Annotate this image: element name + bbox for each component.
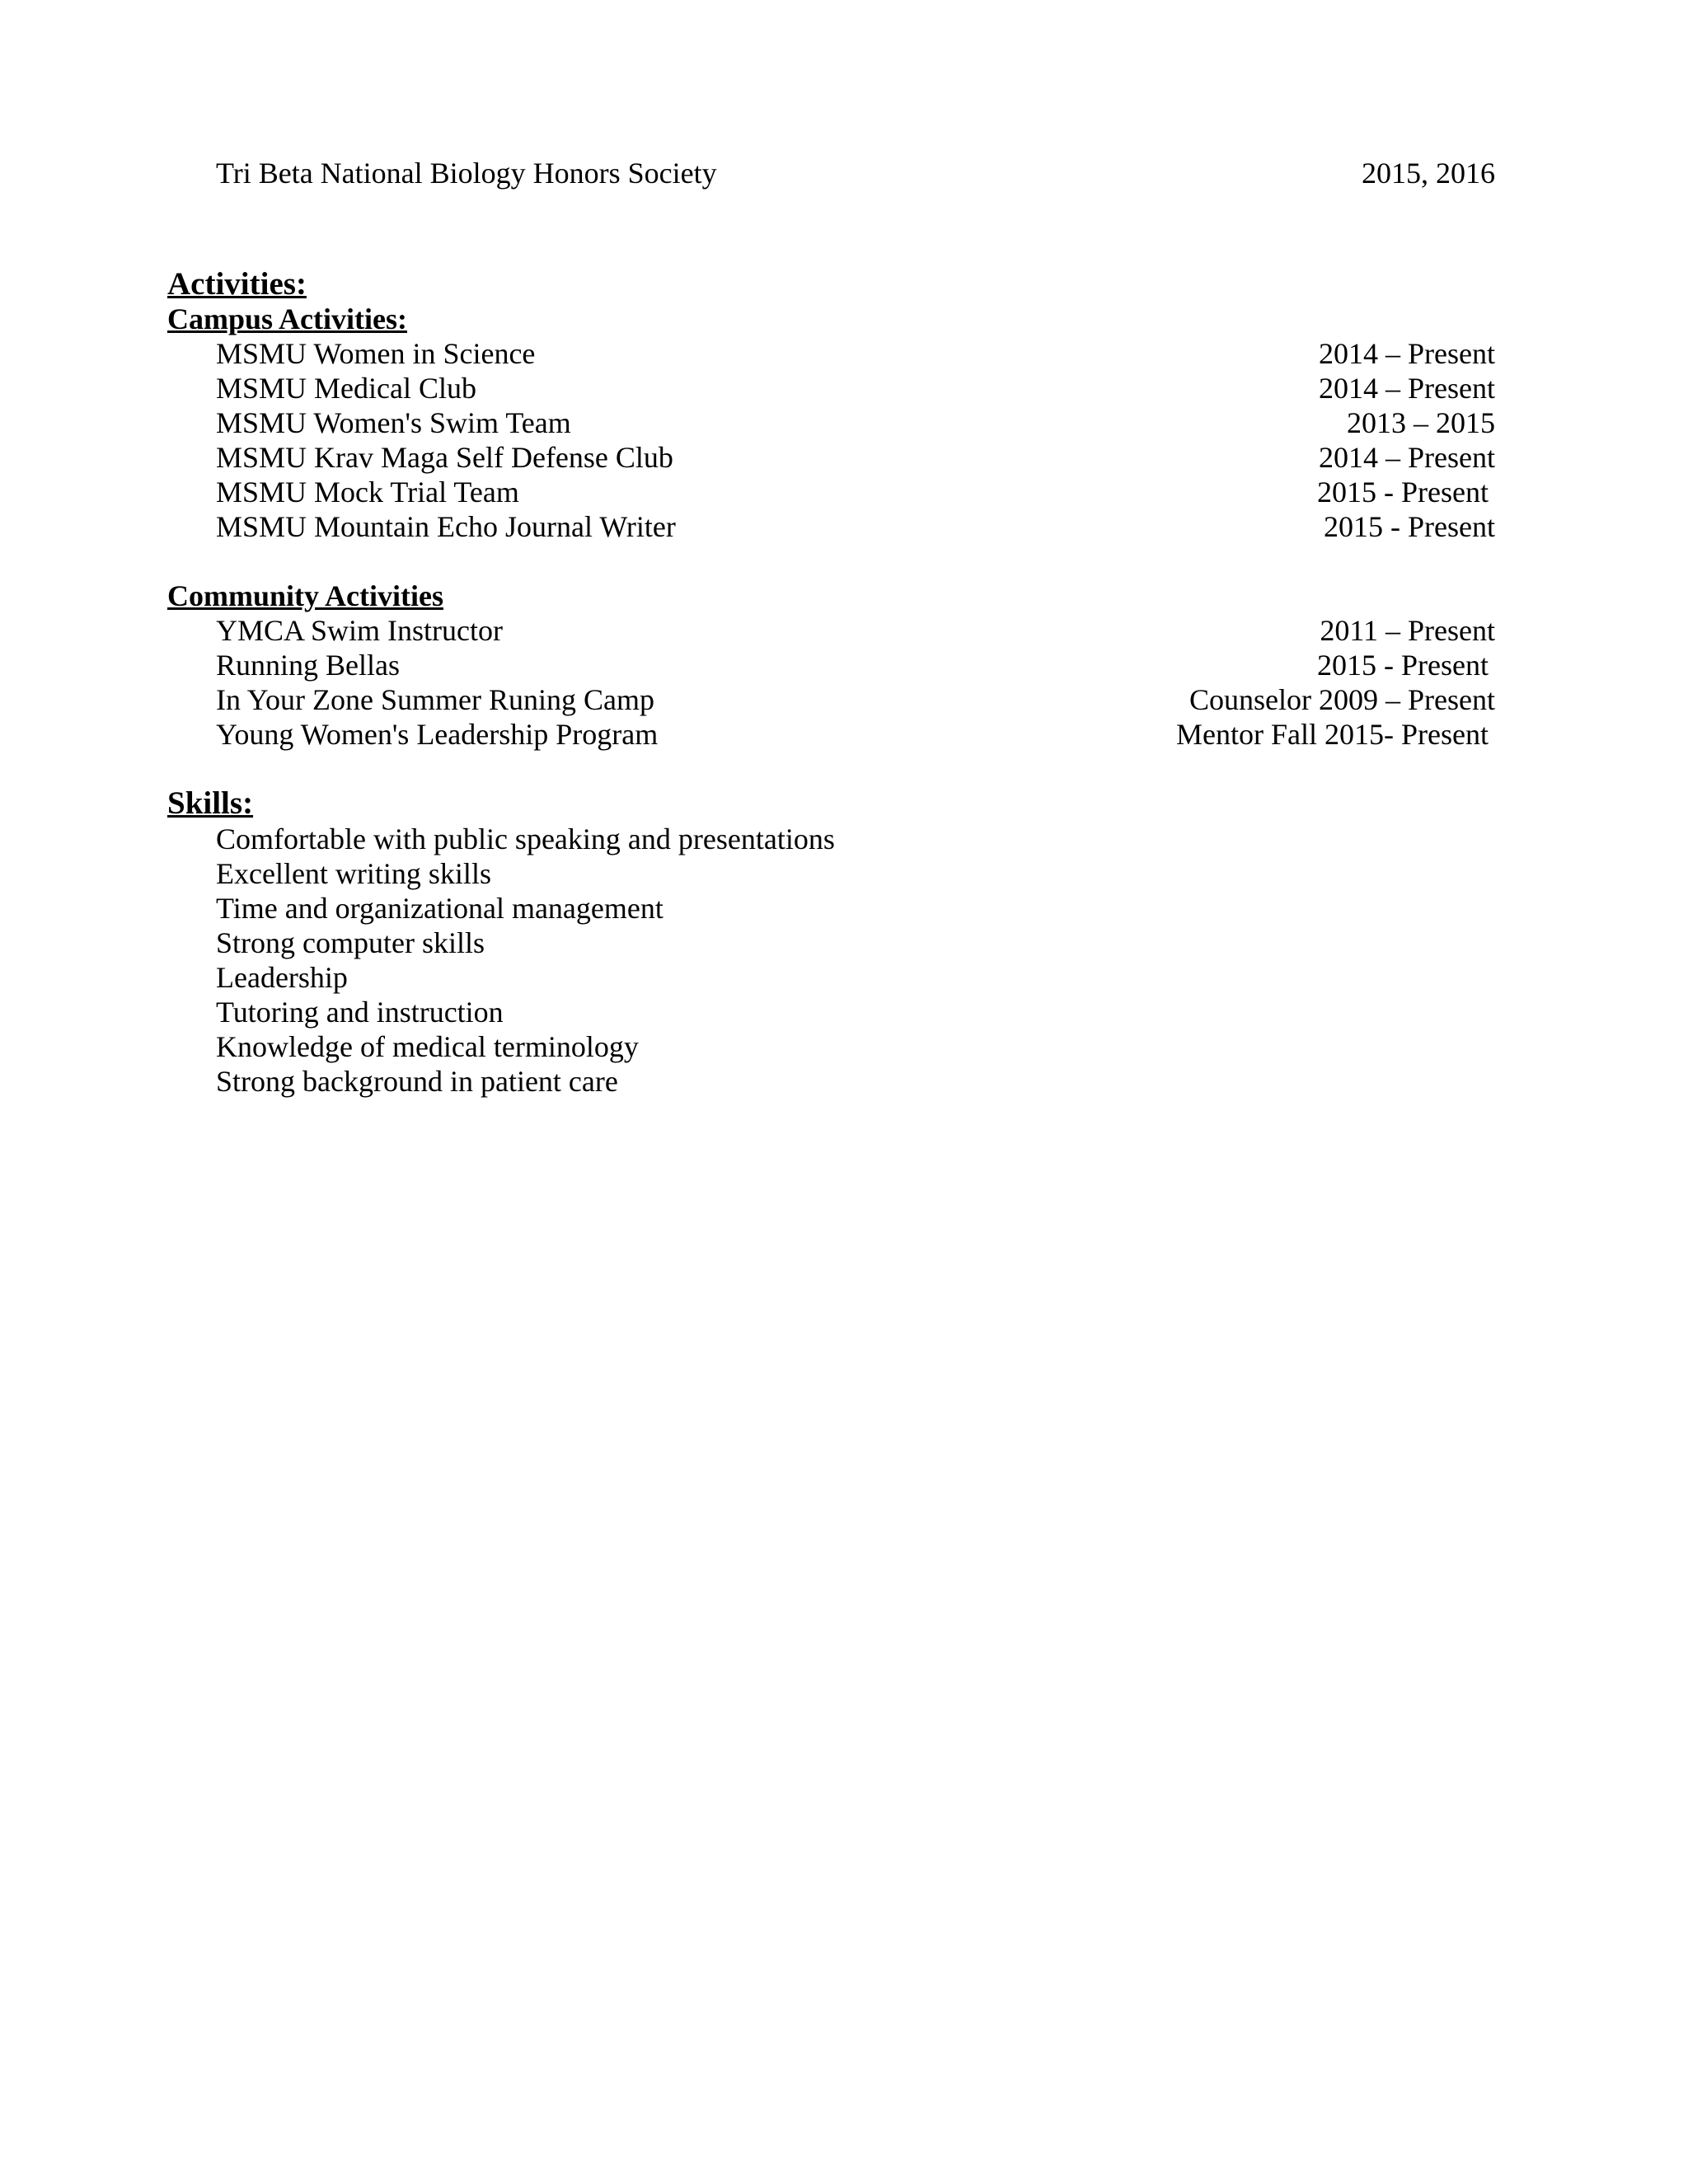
campus-activity-date: 2015 - Present <box>1317 476 1489 509</box>
skill-item: Strong computer skills <box>216 926 485 959</box>
skill-item: Leadership <box>216 961 348 994</box>
campus-activity-date: 2013 – 2015 <box>1347 406 1495 439</box>
activities-heading: Activities: <box>167 266 307 302</box>
campus-activity-date: 2014 – Present <box>1319 372 1495 405</box>
campus-activity-date: 2014 – Present <box>1319 441 1495 474</box>
honors-date: 2015, 2016 <box>1362 157 1495 190</box>
skills-heading: Skills: <box>167 785 254 821</box>
skill-item: Time and organizational management <box>216 892 663 925</box>
campus-activity-name: MSMU Women in Science <box>216 337 536 370</box>
skill-item: Strong background in patient care <box>216 1065 618 1098</box>
campus-activity-name: MSMU Medical Club <box>216 372 477 405</box>
campus-activity-date: 2014 – Present <box>1319 337 1495 370</box>
community-activity-name: Running Bellas <box>216 649 400 682</box>
community-activity-name: YMCA Swim Instructor <box>216 614 504 647</box>
campus-activity-name: MSMU Krav Maga Self Defense Club <box>216 441 673 474</box>
campus-activity-name: MSMU Women's Swim Team <box>216 406 571 439</box>
honors-name: Tri Beta National Biology Honors Society <box>216 157 717 190</box>
campus-activity-name: MSMU Mountain Echo Journal Writer <box>216 510 676 543</box>
community-activity-name: Young Women's Leadership Program <box>216 718 659 751</box>
community-activity-name: In Your Zone Summer Runing Camp <box>216 683 655 716</box>
campus-activities-heading: Campus Activities: <box>167 302 407 335</box>
campus-activity-date: 2015 - Present <box>1324 510 1495 543</box>
community-activity-date: 2015 - Present <box>1317 649 1489 682</box>
community-activity-date: 2011 – Present <box>1320 614 1495 647</box>
community-activity-date: Counselor 2009 – Present <box>1189 683 1495 716</box>
skill-item: Comfortable with public speaking and presentations <box>216 823 835 855</box>
campus-activity-name: MSMU Mock Trial Team <box>216 476 519 509</box>
community-activity-date: Mentor Fall 2015- Present <box>1176 718 1489 751</box>
skill-item: Knowledge of medical terminology <box>216 1030 639 1063</box>
community-activities-heading: Community Activities <box>167 579 443 612</box>
skill-item: Tutoring and instruction <box>216 996 504 1029</box>
skill-item: Excellent writing skills <box>216 857 491 890</box>
